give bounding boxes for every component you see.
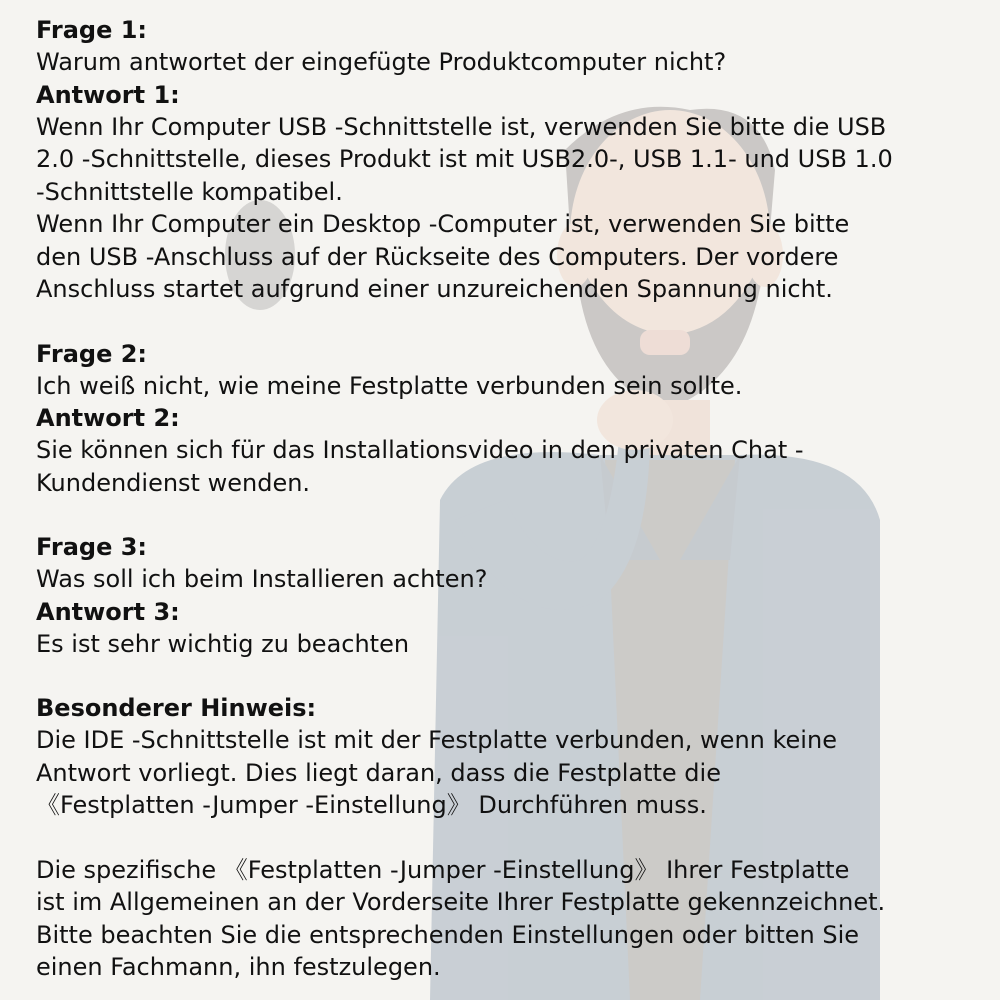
note-paragraph: Die spezifische 《Festplatten -Jumper -Einstellung》 Ihrer Festplatte ist im Allgemeinen an der Vorderseite Ihrer Festplatte gekennzeichnet. Bitte beachten Sie die entsprechenden Einstellungen oder bitten Sie einen Fachmann, ihn festzulegen. (36, 855, 886, 981)
question-text: Warum antwortet der eingefügte Produktcomputer nicht? (36, 48, 727, 76)
question-heading: Frage 2: (36, 339, 147, 368)
question-heading: Frage 1: (36, 16, 147, 44)
answer-paragraph: Wenn Ihr Computer ein Desktop -Computer ist, verwenden Sie bitte den USB -Anschluss auf der Rückseite des Computers. Der vordere Anschluss startet aufgrund einer unzureichenden Spannung nicht. (36, 210, 850, 303)
special-note-detail (36, 854, 976, 984)
answer-heading: Antwort 1: (36, 80, 180, 109)
answer-paragraph: Sie können sich für das Installationsvideo in den privaten Chat - Kundendienst wenden. (36, 436, 804, 497)
faq-document (36, 14, 976, 984)
note-heading: Besonderer Hinweis: (36, 694, 317, 722)
special-note (36, 692, 976, 822)
answer-paragraph: Es ist sehr wichtig zu beachten (36, 629, 410, 658)
faq-item-2 (36, 338, 976, 500)
answer-paragraph: Wenn Ihr Computer USB -Schnittstelle ist, verwenden Sie bitte die USB 2.0 -Schnittstelle, dieses Produkt ist mit USB2.0-, USB 1.1- und USB 1.0 -Schnittstelle kompatibel. (36, 112, 893, 206)
note-paragraph: Die IDE -Schnittstelle ist mit der Festplatte verbunden, wenn keine Antwort vorliegt. Dies liegt daran, dass die Festplatte die 《Festplatten -Jumper -Einstellung》 Durchführen muss. (36, 726, 837, 819)
question-heading: Frage 3: (36, 533, 147, 561)
question-text: Was soll ich beim Installieren achten? (36, 565, 488, 593)
answer-heading: Antwort 3: (36, 597, 180, 626)
faq-item-3 (36, 531, 976, 660)
faq-item-1 (36, 14, 976, 306)
answer-heading: Antwort 2: (36, 404, 180, 432)
question-text: Ich weiß nicht, wie meine Festplatte verbunden sein sollte. (36, 371, 743, 400)
